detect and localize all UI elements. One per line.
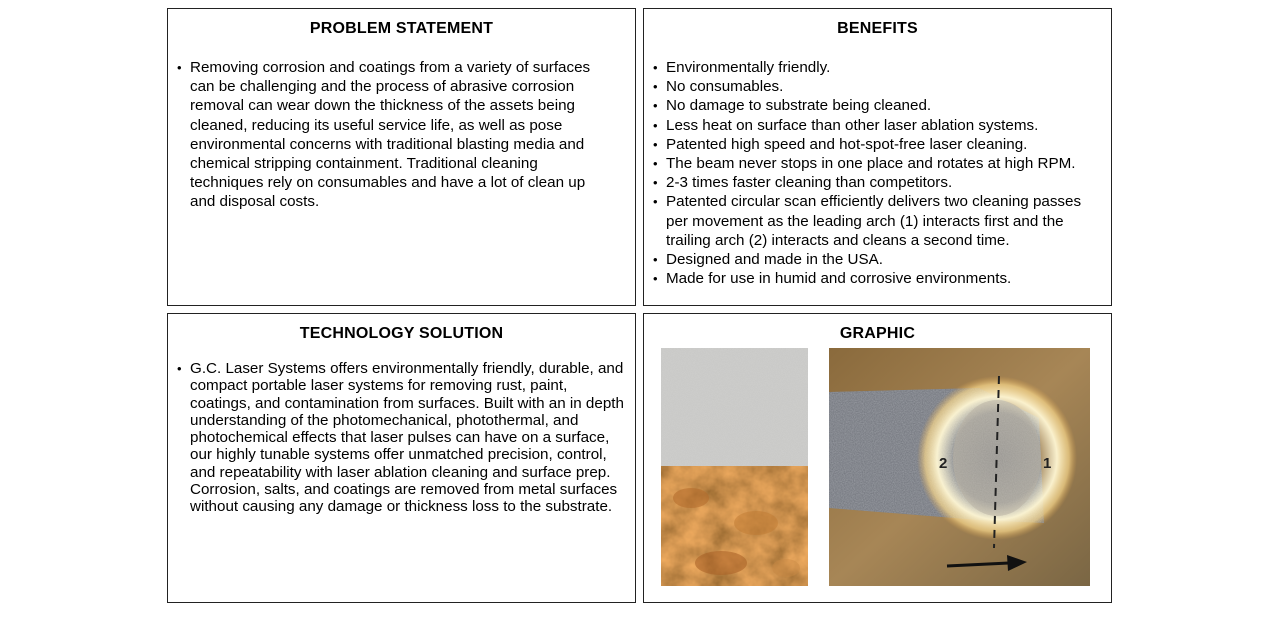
benefit-item: • Designed and made in the USA. bbox=[653, 250, 1105, 269]
benefit-item: • Made for use in humid and corrosive environments. bbox=[653, 269, 1105, 288]
technology-solution-bullet: • G.C. Laser Systems offers environmentally friendly, durable, and compact portable laser systems for removing rust, paint, coatings, and contamination from surfaces. Built with an in depth understanding of the photomechanical, photothermal, and photochemical effects that laser pulses can have on a surface, our highly tunable systems offer unmatched precision, control, and repeatability with laser ablation cleaning and surface prep. Corrosion, salts, and coatings are removed from metal surfaces without causing any damage or thickness loss to the substrate. bbox=[177, 360, 625, 516]
benefit-item: • 2-3 times faster cleaning than competitors. bbox=[653, 173, 1105, 192]
technology-solution-title: TECHNOLOGY SOLUTION bbox=[299, 325, 504, 342]
problem-statement-panel bbox=[167, 8, 636, 306]
graphic-title: GRAPHIC bbox=[839, 325, 916, 342]
benefit-item: • Environmentally friendly. bbox=[653, 58, 1105, 77]
benefits-title: BENEFITS bbox=[837, 20, 918, 37]
problem-statement-list bbox=[177, 58, 607, 212]
technology-solution-panel bbox=[167, 313, 636, 603]
benefit-item: • No damage to substrate being cleaned. bbox=[653, 96, 1105, 115]
leading-arch-label: 1 bbox=[1043, 455, 1052, 472]
benefit-item: • Less heat on surface than other laser ablation systems. bbox=[653, 116, 1105, 135]
problem-statement-bullet: • Removing corrosion and coatings from a variety of surfaces can be challenging and the process of abrasive corrosion removal can wear down the thickness of the assets being cleaned, reducing its useful service life, as well as pose environmental concerns with traditional blasting media and chemical stripping containment. Traditional cleaning techniques rely on consumables and have a lot of clean up and disposal costs. bbox=[177, 58, 607, 212]
before-after-cleaning-photo bbox=[661, 348, 808, 586]
technology-solution-list bbox=[177, 360, 625, 516]
trailing-arch-label: 2 bbox=[939, 455, 948, 472]
problem-statement-title: PROBLEM STATEMENT bbox=[309, 20, 494, 37]
circular-scan-photo bbox=[829, 348, 1090, 586]
benefits-list bbox=[653, 58, 1105, 288]
benefits-panel bbox=[643, 8, 1112, 306]
benefit-item: • No consumables. bbox=[653, 77, 1105, 96]
graphic-panel bbox=[643, 313, 1112, 603]
benefit-item: • Patented circular scan efficiently delivers two cleaning passes per movement as the leading arch (1) interacts first and the trailing arch (2) interacts and cleans a second time. bbox=[653, 192, 1105, 250]
benefit-item: • Patented high speed and hot-spot-free laser cleaning. bbox=[653, 135, 1105, 154]
benefit-item: • The beam never stops in one place and rotates at high RPM. bbox=[653, 154, 1105, 173]
